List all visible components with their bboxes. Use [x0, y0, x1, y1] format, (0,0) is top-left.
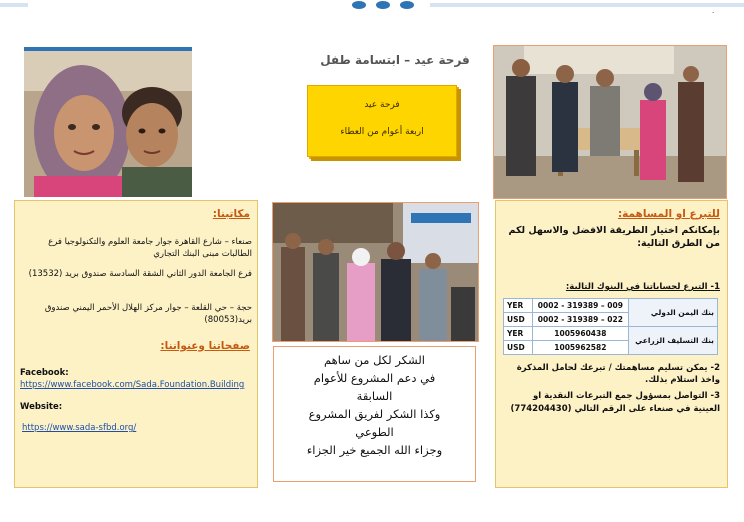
thanks-line-6: وجزاء الله الجميع خير الجزاء	[306, 443, 443, 457]
thanks-line-3: السابقة	[356, 389, 393, 403]
currency-cell: YER	[504, 327, 533, 341]
donate-item-3-text: التواصل بمسؤول جمع التبرعات النقدية او العينية في صنعاء على الرقم التالي (774204430)	[510, 391, 720, 414]
account-cell: 1005960438	[533, 327, 629, 341]
top-rule-left	[0, 3, 28, 7]
thanks-line-1: الشكر لكل من ساهم	[324, 353, 425, 367]
slogan-line-1: فرحة عيد	[364, 100, 400, 110]
slogan-box	[307, 85, 457, 157]
offices-heading: مكاتبنا:	[212, 208, 250, 220]
account-cell: 0002 - 319389 – 009	[533, 299, 629, 313]
social-heading: صفحاتنا وعنواننا:	[160, 340, 250, 352]
donate-item-2	[505, 362, 720, 386]
table-row	[504, 327, 718, 341]
page-number: ٠	[711, 8, 716, 17]
currency-cell: USD	[504, 341, 533, 355]
slogan-line-2: اربعة أعوام من العطاء	[340, 127, 424, 137]
photo-distribution	[493, 45, 727, 199]
table-row	[504, 299, 718, 313]
donate-item-1-text: التبرع لحساباتنا في البنوك التالية:	[565, 282, 708, 292]
thanks-line-2: في دعم المشروع للأعوام	[313, 371, 436, 385]
account-cell: 1005962582	[533, 341, 629, 355]
donate-item-1-num: 1-	[710, 282, 720, 292]
decor-dot-3	[400, 1, 414, 9]
photo-children	[24, 47, 192, 197]
donate-intro: بإمكانكم اختيار الطريقة الافضل والاسهل لكم من الطرق التالية:	[508, 225, 720, 249]
donate-item-3	[505, 390, 720, 416]
currency-cell: USD	[504, 313, 533, 327]
slogan-box-fill	[307, 85, 457, 157]
bank-name-cell: بنك التسليف الزراعي	[628, 327, 717, 355]
website-label: Website:	[20, 402, 63, 412]
top-rule-right	[430, 3, 744, 7]
decor-dot-1	[352, 1, 366, 9]
account-cell: 0002 - 319389 – 022	[533, 313, 629, 327]
bank-name-cell: بنك اليمن الدولي	[628, 299, 717, 327]
photo-ceremony	[272, 202, 479, 342]
donate-item-2-num: 2-	[710, 363, 720, 373]
facebook-label: Facebook:	[20, 368, 69, 378]
decor-dot-2	[376, 1, 390, 9]
page-title: فرحة عيد – ابتسامة طفل	[320, 53, 470, 67]
currency-cell: YER	[504, 299, 533, 313]
facebook-link[interactable]: https://www.facebook.com/Sada.Foundation.Building	[20, 380, 245, 390]
thanks-line-5: الطوعي	[355, 425, 394, 439]
office-hajjah: حجة – حي القلعة – جوار مركز الهلال الأحمر اليمني صندوق بريد(80053)	[44, 303, 252, 325]
office-sanaa: صنعاء – شارع القاهرة جوار جامعة العلوم والتكنولوجيا فرع الطالبات مبنى البنك التجاري	[48, 237, 252, 259]
donate-item-3-num: 3-	[710, 391, 720, 401]
thanks-line-4: وكذا الشكر لفريق المشروع	[308, 407, 441, 421]
donate-item-1	[520, 282, 720, 292]
website-link[interactable]: https://www.sada-sfbd.org/	[22, 423, 137, 433]
bank-accounts-table	[503, 298, 718, 355]
donate-heading: للتبرع او المساهمة:	[617, 208, 720, 220]
office-branch: فرع الجامعة الدور الثاني الشقة السادسة صندوق بريد (13532)	[28, 269, 252, 279]
thanks-box	[273, 346, 476, 482]
donate-item-2-text: يمكن تسليم مساهمتك / تبرعك لحامل المذكرة واخذ استلام بذلك.	[516, 363, 720, 385]
